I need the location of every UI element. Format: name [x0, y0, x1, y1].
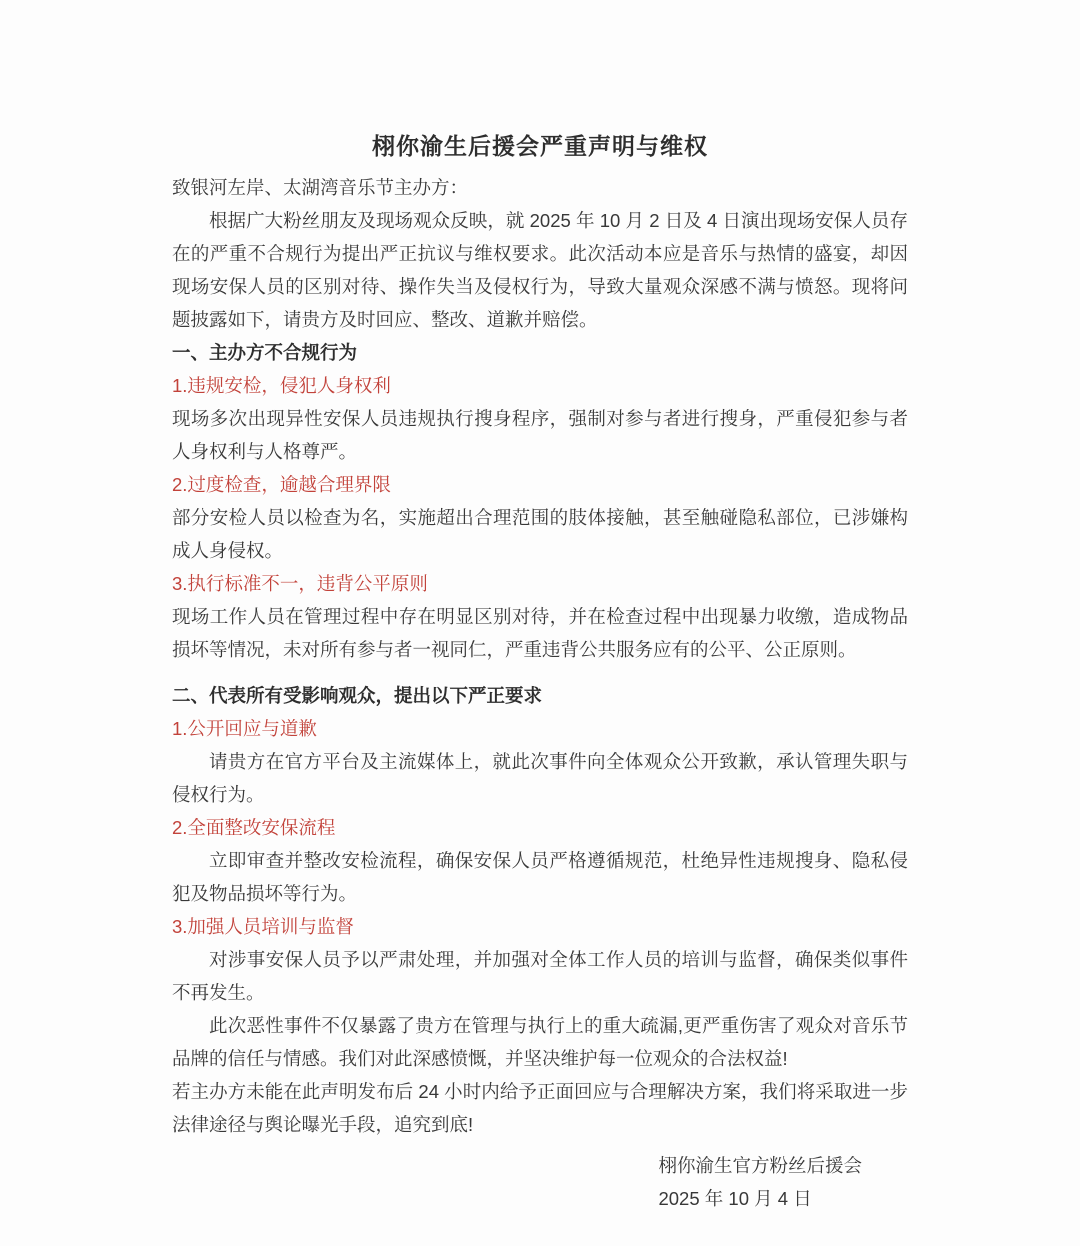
section1-item1-subheading: 1.违规安检，侵犯人身权利 [172, 375, 391, 396]
signature-line: 栩你渝生官方粉丝后援会 [658, 1155, 862, 1176]
intro-paragraph: 根据广大粉丝朋友及现场观众反映，就 2025 年 10 月 2 日及 4 日演出现场安保人员存在的严重不合规行为提出严正抗议与维权要求。此次活动本应是音乐与热情的盛宴，却因现场安保人员的区别对待、操作失当及侵权行为，导致大量观众深感不满与愤怒。现将问题披露如下，请贵方及时回应、整改、道歉并赔偿。 [172, 210, 908, 330]
section1-item2-body: 部分安检人员以检查为名，实施超出合理范围的肢体接触，甚至触碰隐私部位，已涉嫌构成人身侵权。 [172, 507, 908, 561]
section1-heading: 一、主办方不合规行为 [172, 342, 358, 363]
section2-item2-body: 立即审查并整改安检流程，确保安保人员严格遵循规范，杜绝异性违规搜身、隐私侵犯及物品损坏等行为。 [172, 850, 908, 904]
closing-paragraph-1: 此次恶性事件不仅暴露了贵方在管理与执行上的重大疏漏,更严重伤害了观众对音乐节品牌的信任与情感。我们对此深感愤慨，并坚决维护每一位观众的合法权益! [172, 1015, 908, 1069]
section1-item3-body: 现场工作人员在管理过程中存在明显区别对待，并在检查过程中出现暴力收缴，造成物品损坏等情况，未对所有参与者一视同仁，严重违背公共服务应有的公平、公正原则。 [172, 606, 908, 660]
salutation-line: 致银河左岸、太湖湾音乐节主办方： [172, 177, 469, 198]
section1-item3-subheading: 3.执行标准不一，违背公平原则 [172, 573, 428, 594]
section2-item1-body: 请贵方在官方平台及主流媒体上，就此次事件向全体观众公开致歉，承认管理失职与侵权行为。 [172, 751, 908, 805]
signature-inner [658, 1149, 862, 1215]
closing-paragraph-2: 若主办方未能在此声明发布后 24 小时内给予正面回应与合理解决方案，我们将采取进一步法律途径与舆论曝光手段，追究到底! [172, 1081, 908, 1135]
section1-item1-body: 现场多次出现异性安保人员违规执行搜身程序，强制对参与者进行搜身，严重侵犯参与者人身权利与人格尊严。 [172, 408, 908, 462]
section2-item3-subheading: 3.加强人员培训与监督 [172, 916, 354, 937]
document-title: 栩你渝生后援会严重声明与维权 [372, 133, 708, 159]
date-line: 2025 年 10 月 4 日 [658, 1188, 812, 1209]
signature-block [172, 1149, 908, 1215]
section2-item3-body: 对涉事安保人员予以严肃处理，并加强对全体工作人员的培训与监督，确保类似事件不再发生。 [172, 949, 908, 1003]
section1-item2-subheading: 2.过度检查，逾越合理界限 [172, 474, 391, 495]
statement-document [172, 0, 908, 1215]
section2-item2-subheading: 2.全面整改安保流程 [172, 817, 336, 838]
section2-heading: 二、代表所有受影响观众，提出以下严正要求 [172, 685, 543, 706]
section2-item1-subheading: 1.公开回应与道歉 [172, 718, 317, 739]
